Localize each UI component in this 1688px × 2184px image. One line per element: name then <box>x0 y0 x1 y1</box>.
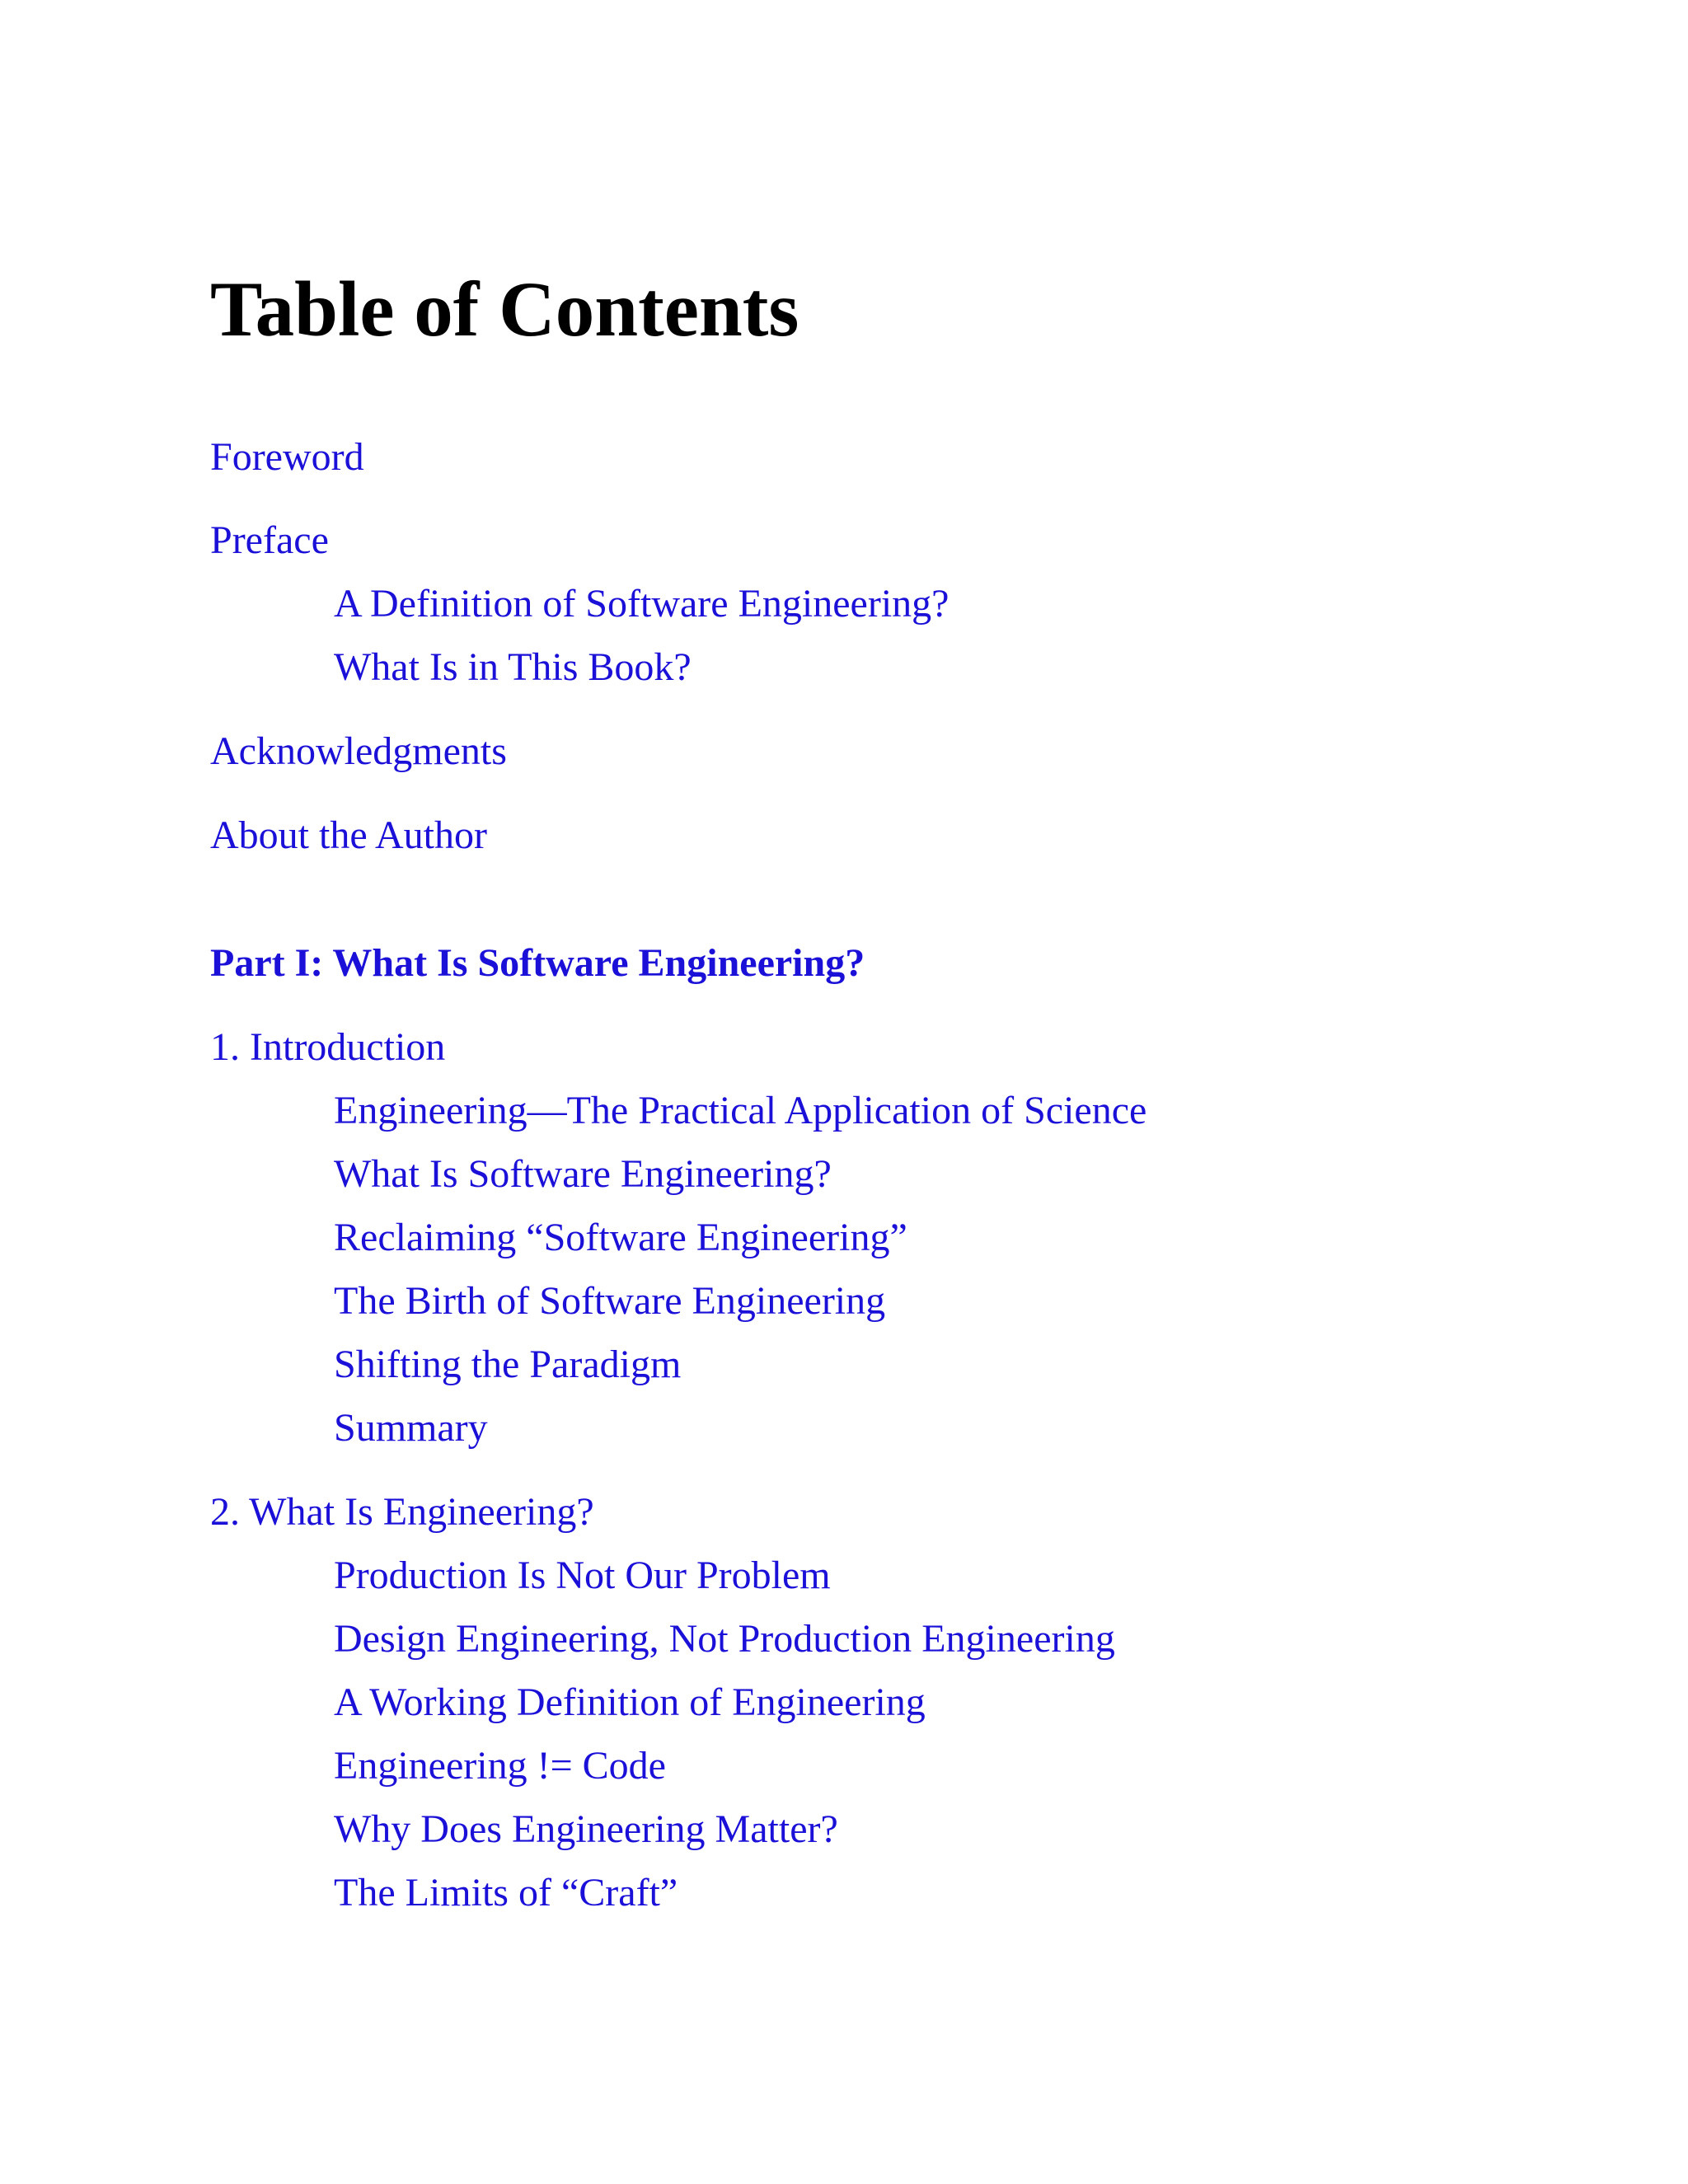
toc-link-about-author[interactable]: About the Author <box>210 813 487 857</box>
toc-link-ch2-section-6[interactable]: The Limits of “Craft” <box>334 1871 678 1915</box>
toc-link-ch1-section-2[interactable]: What Is Software Engineering? <box>334 1152 832 1196</box>
toc-link-ch2-section-4[interactable]: Engineering != Code <box>334 1744 666 1788</box>
toc-link-ch2-section-2[interactable]: Design Engineering, Not Production Engineering <box>334 1617 1115 1661</box>
toc-link-ch2-section-1[interactable]: Production Is Not Our Problem <box>334 1554 831 1597</box>
page-title: Table of Contents <box>210 265 799 353</box>
toc-link-ch2-section-3[interactable]: A Working Definition of Engineering <box>334 1680 926 1724</box>
toc-link-ch1-section-5[interactable]: Shifting the Paradigm <box>334 1343 682 1386</box>
toc-link-chapter-1[interactable]: 1. Introduction <box>210 1025 446 1069</box>
toc-link-preface-in-this-book[interactable]: What Is in This Book? <box>334 645 692 689</box>
toc-link-ch1-section-4[interactable]: The Birth of Software Engineering <box>334 1279 886 1323</box>
toc-link-ch1-section-3[interactable]: Reclaiming “Software Engineering” <box>334 1216 907 1259</box>
toc-link-acknowledgments[interactable]: Acknowledgments <box>210 729 507 773</box>
toc-link-foreword[interactable]: Foreword <box>210 435 364 479</box>
toc-link-preface[interactable]: Preface <box>210 518 329 562</box>
toc-link-ch1-section-6[interactable]: Summary <box>334 1406 488 1450</box>
toc-link-part-1[interactable]: Part I: What Is Software Engineering? <box>210 941 865 985</box>
toc-link-preface-definition[interactable]: A Definition of Software Engineering? <box>334 582 950 626</box>
toc-link-ch1-section-1[interactable]: Engineering—The Practical Application of Science <box>334 1089 1147 1132</box>
toc-link-chapter-2[interactable]: 2. What Is Engineering? <box>210 1490 594 1534</box>
toc-link-ch2-section-5[interactable]: Why Does Engineering Matter? <box>334 1807 838 1851</box>
